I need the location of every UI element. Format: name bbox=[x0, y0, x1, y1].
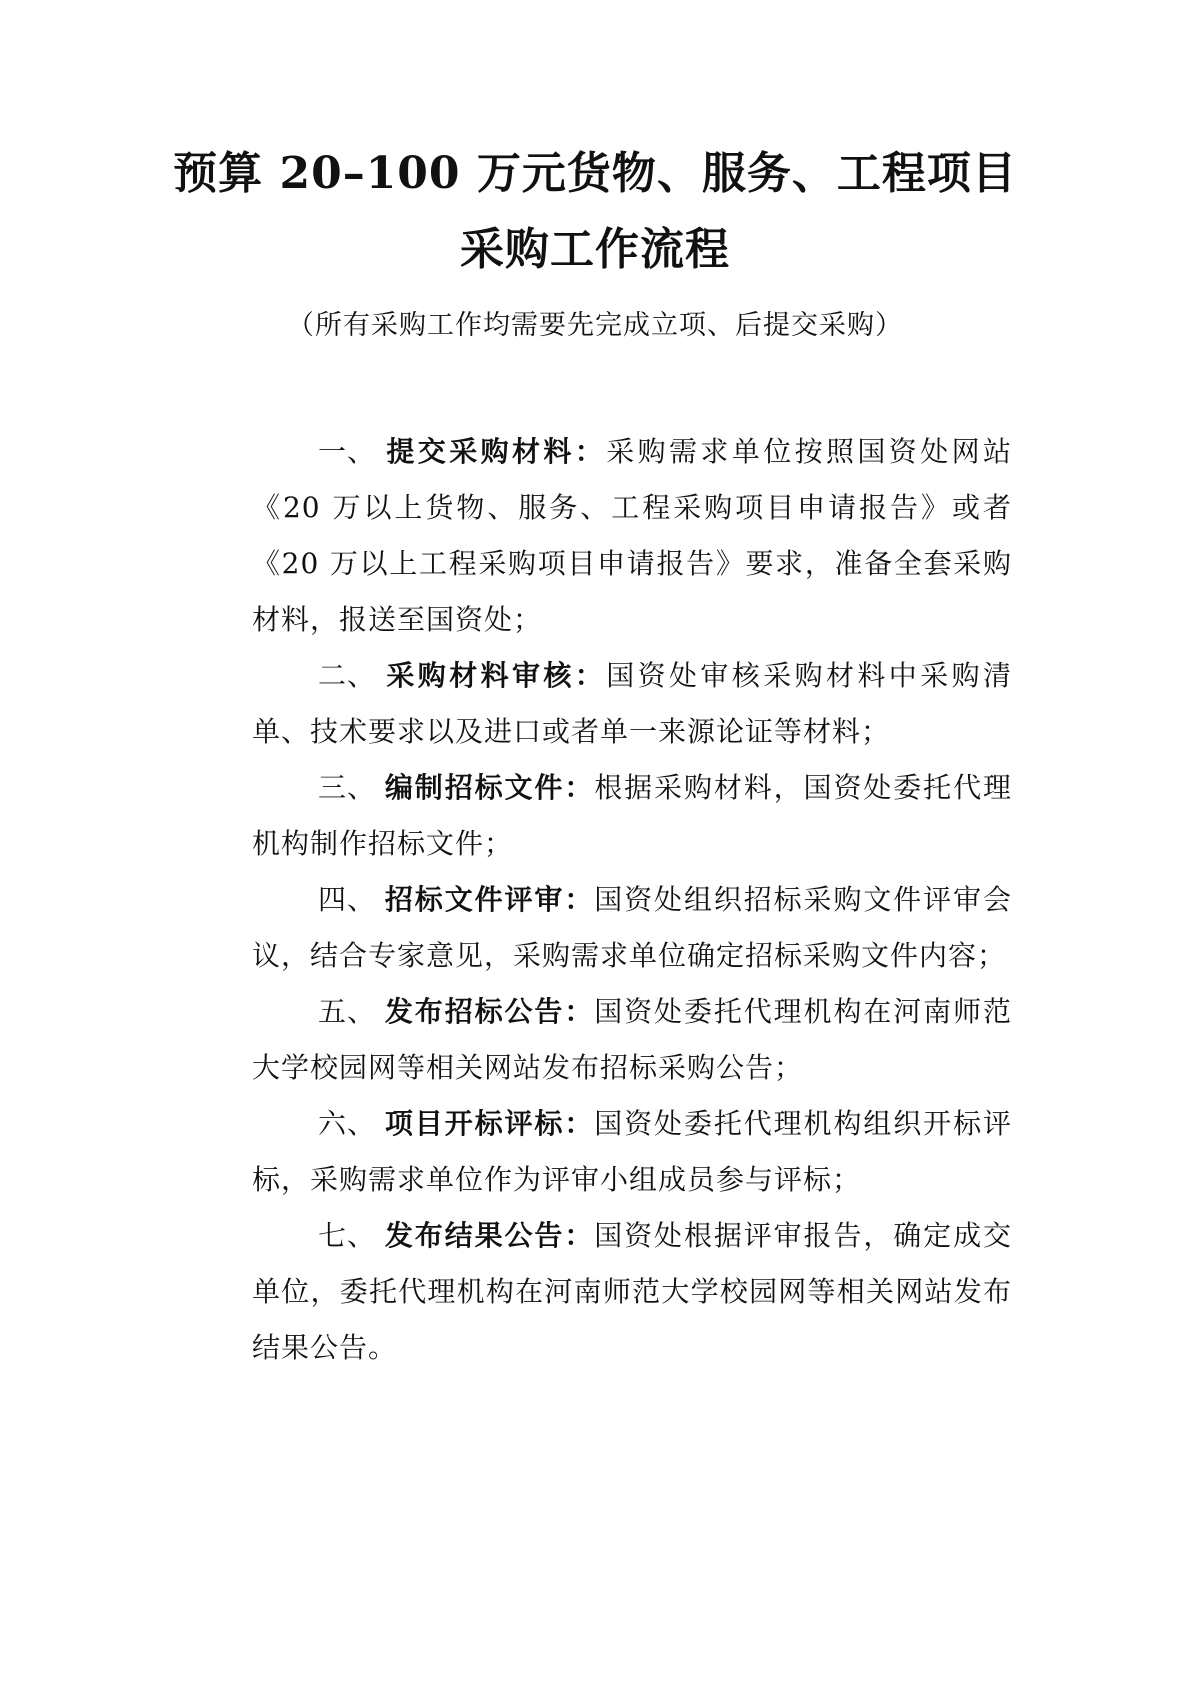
document-body bbox=[252, 424, 1012, 1376]
item-text: 国资处委托代理机构组织开标评标，采购需求单位作为评审小组成员参与评标； bbox=[252, 1107, 1012, 1196]
item-text: 采购需求单位按照国资处网站《20 万以上货物、服务、工程采购项目申请报告》或者《20 万以上工程采购项目申请报告》要求，准备全套采购材料，报送至国资处； bbox=[252, 435, 1012, 636]
procedure-item-5 bbox=[252, 984, 1012, 1096]
item-heading: 编制招标文件： bbox=[384, 771, 595, 804]
item-number: 五、 bbox=[318, 995, 377, 1028]
item-number: 一、 bbox=[318, 435, 377, 468]
item-text: 根据采购材料，国资处委托代理机构制作招标文件； bbox=[252, 771, 1012, 860]
procedure-item-2 bbox=[252, 648, 1012, 760]
item-text: 国资处根据评审报告，确定成交单位，委托代理机构在河南师范大学校园网等相关网站发布结果公告。 bbox=[252, 1219, 1012, 1364]
item-heading: 发布招标公告： bbox=[384, 995, 595, 1028]
item-number: 六、 bbox=[318, 1107, 377, 1140]
item-number: 二、 bbox=[318, 659, 377, 692]
item-number: 四、 bbox=[318, 883, 377, 916]
procedure-item-1 bbox=[252, 424, 1012, 648]
item-heading: 招标文件评审： bbox=[384, 883, 595, 916]
document-subtitle: （所有采购工作均需要先完成立项、后提交采购） bbox=[287, 310, 903, 341]
item-text: 国资处审核采购材料中采购清单、技术要求以及进口或者单一来源论证等材料； bbox=[252, 659, 1012, 748]
item-text: 国资处组织招标采购文件评审会议，结合专家意见，采购需求单位确定招标采购文件内容； bbox=[252, 883, 1012, 972]
item-heading: 发布结果公告： bbox=[384, 1219, 595, 1252]
procedure-item-6 bbox=[252, 1096, 1012, 1208]
item-heading: 采购材料审核： bbox=[384, 659, 607, 692]
item-text: 国资处委托代理机构在河南师范大学校园网等相关网站发布招标采购公告； bbox=[252, 995, 1012, 1084]
item-number: 七、 bbox=[318, 1219, 377, 1252]
item-number: 三、 bbox=[318, 771, 377, 804]
document-title-line-2: 采购工作流程 bbox=[460, 224, 730, 275]
procedure-item-7 bbox=[252, 1208, 1012, 1376]
item-heading: 项目开标评标： bbox=[384, 1107, 595, 1140]
procedure-item-3 bbox=[252, 760, 1012, 872]
document-title-line-1: 预算 20–100 万元货物、服务、工程项目 bbox=[173, 148, 1017, 199]
procedure-item-4 bbox=[252, 872, 1012, 984]
item-heading: 提交采购材料： bbox=[384, 435, 607, 468]
